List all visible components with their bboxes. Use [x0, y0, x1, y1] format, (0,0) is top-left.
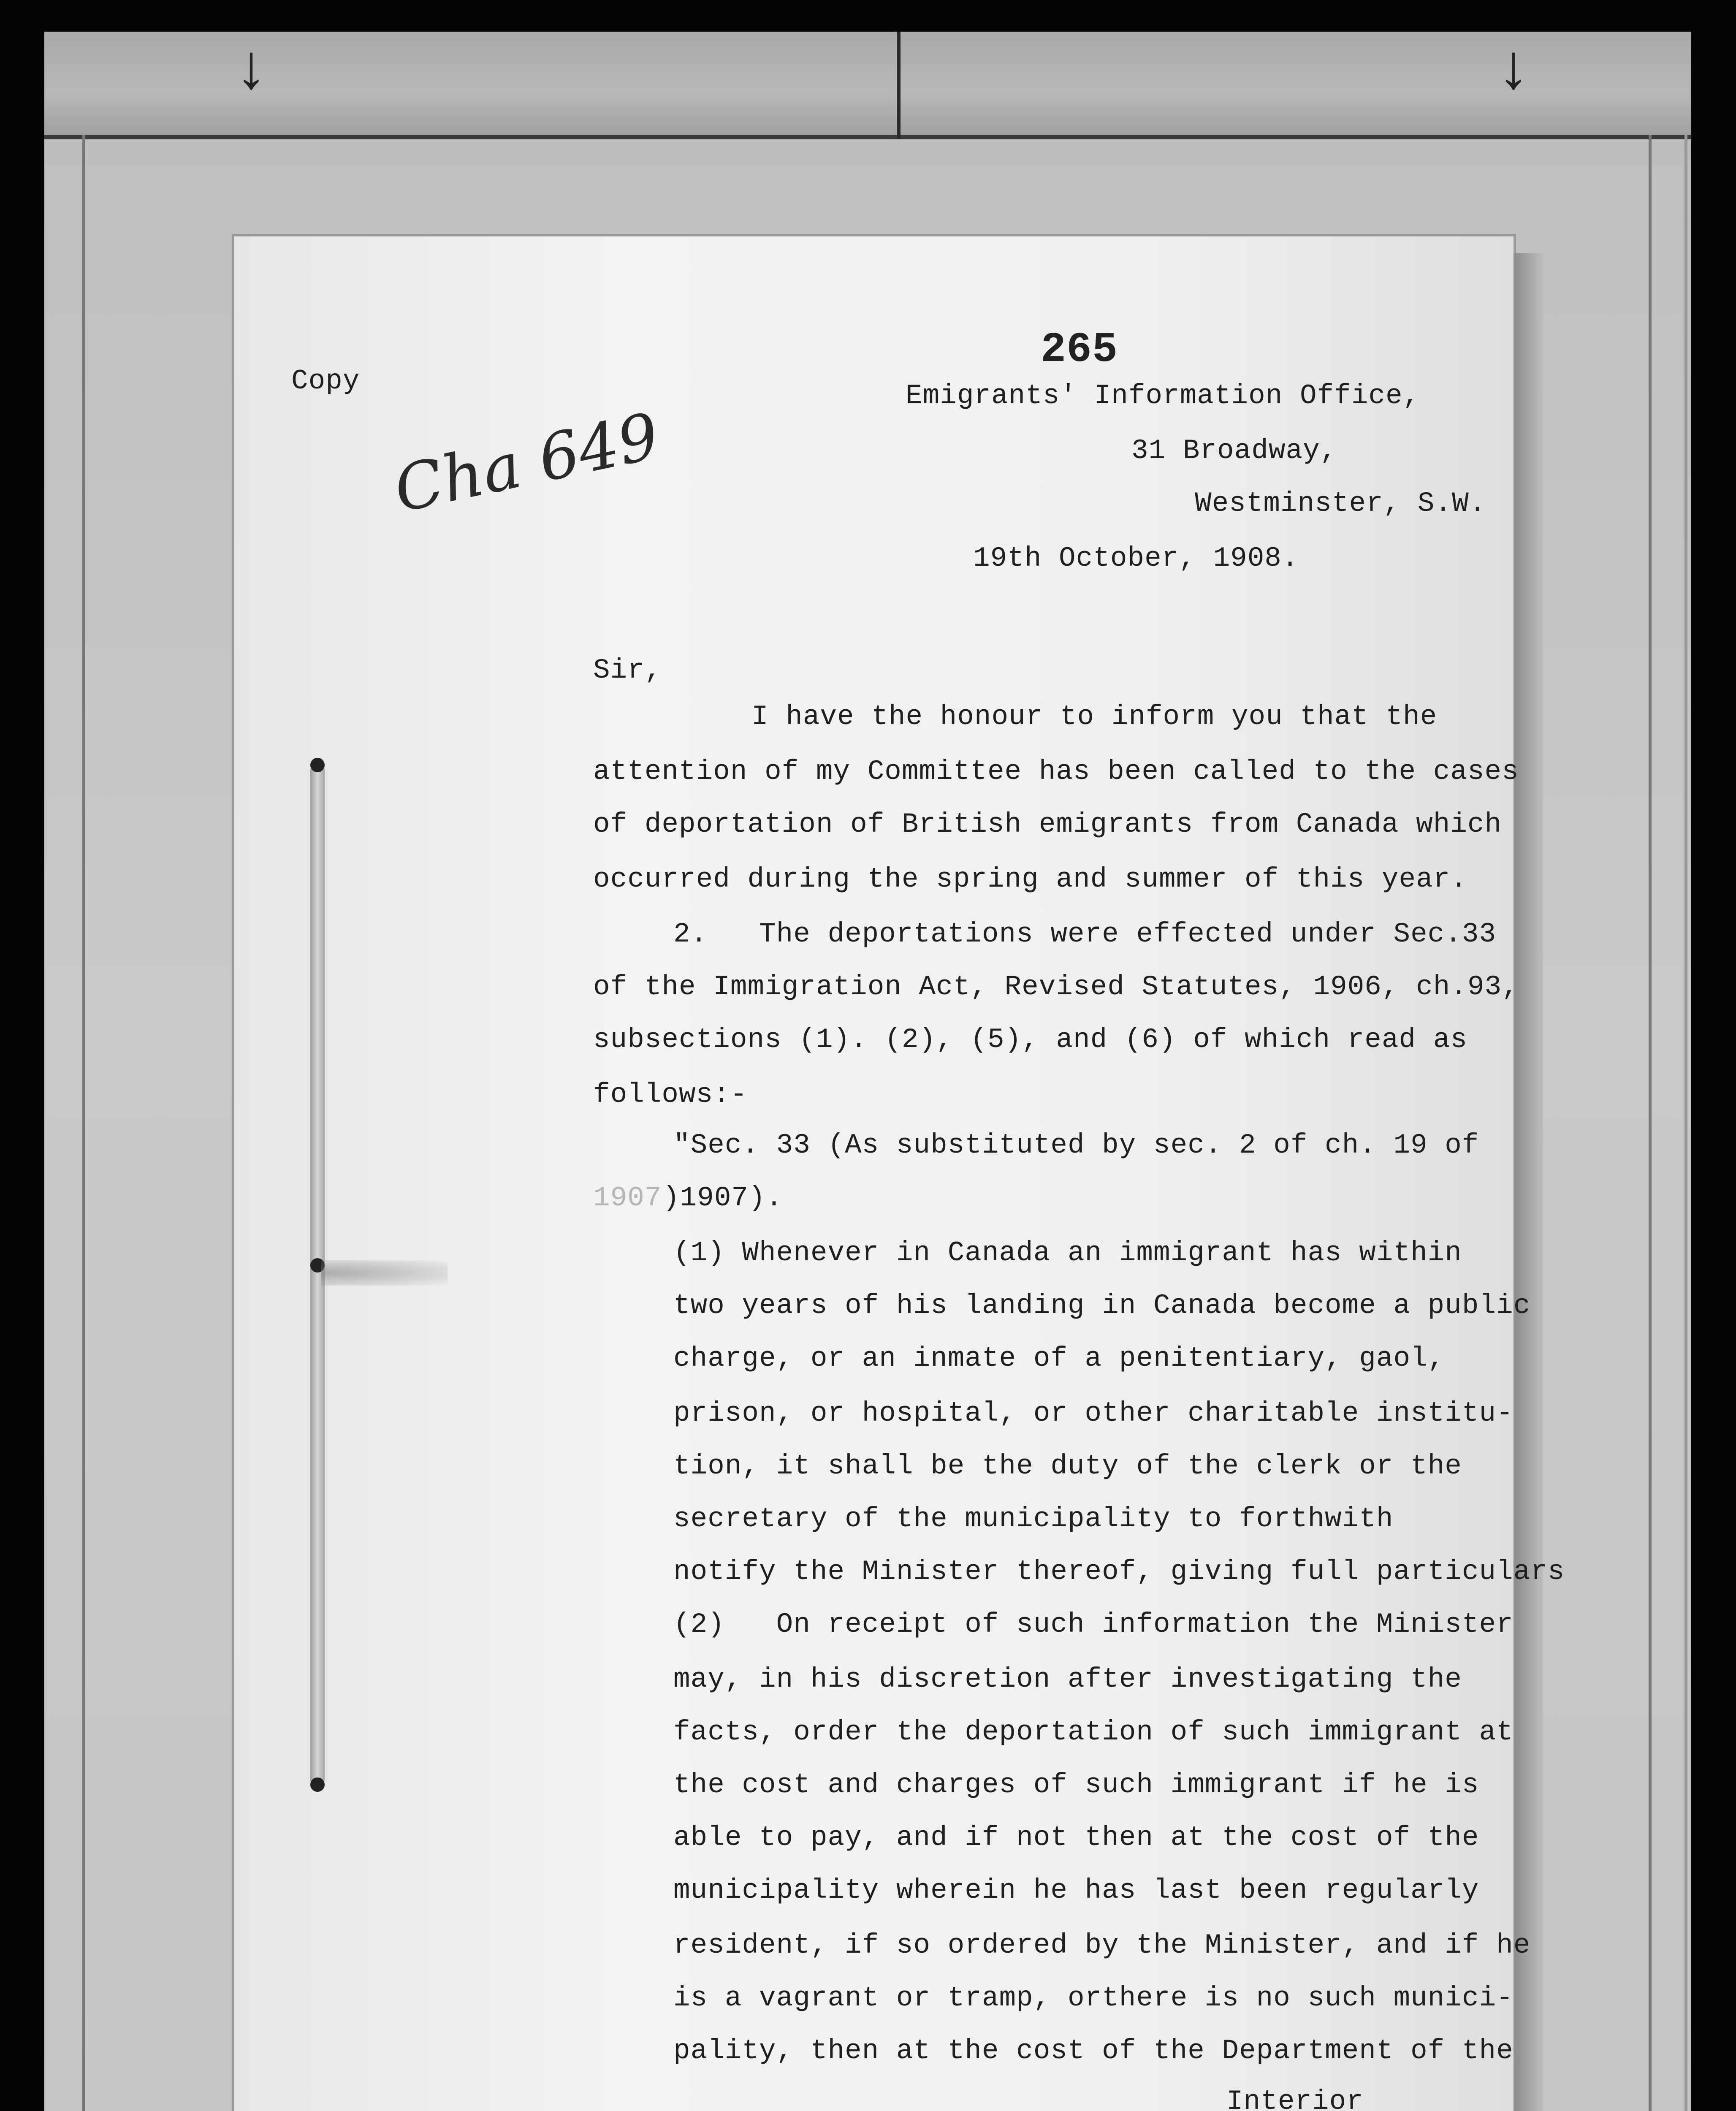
- quote-line: may, in his discretion after investigating the: [673, 1663, 1462, 1695]
- quote-line: facts, order the deportation of such immigrant at: [673, 1716, 1514, 1748]
- strip-divider: [897, 32, 901, 139]
- binder-rivet: [310, 1777, 325, 1792]
- letterhead-district: Westminster, S.W.: [1195, 488, 1486, 519]
- body-line: attention of my Committee has been called to the cases: [593, 756, 1519, 787]
- quote-heading: "Sec. 33 (As substituted by sec. 2 of ch. 19 of: [673, 1129, 1479, 1161]
- quote-line: (2) On receipt of such information the Minister: [673, 1609, 1514, 1640]
- quote-line: notify the Minister thereof, giving full particulars: [673, 1556, 1565, 1587]
- handwritten-reference: Cha 649: [388, 399, 665, 527]
- body-line: occurred during the spring and summer of this year.: [593, 863, 1467, 895]
- down-arrow-icon: ↓: [1495, 36, 1533, 108]
- page-number: 265: [1041, 326, 1118, 374]
- catchword: Interior: [1226, 2086, 1364, 2111]
- quote-line: prison, or hospital, or other charitable institu-: [673, 1397, 1514, 1429]
- quote-line: two years of his landing in Canada become a public: [673, 1290, 1531, 1321]
- body-line: of deportation of British emigrants from Canada which: [593, 809, 1502, 840]
- letter-date: 19th October, 1908.: [973, 543, 1299, 574]
- body-line: follows:-: [593, 1079, 748, 1110]
- quote-line: pality, then at the cost of the Department of the: [673, 2035, 1514, 2067]
- quote-heading-year: )1907).: [663, 1182, 783, 1214]
- salutation: Sir,: [593, 654, 662, 686]
- film-top-strip: [44, 32, 1691, 139]
- quote-line: charge, or an inmate of a penitentiary, gaol,: [673, 1343, 1445, 1374]
- quote-line: secretary of the municipality to forthwith: [673, 1503, 1394, 1535]
- body-line: of the Immigration Act, Revised Statutes, 1906, ch.93,: [593, 971, 1519, 1003]
- quote-line: the cost and charges of such immigrant if he is: [673, 1769, 1479, 1801]
- quote-heading-ghost: 1907: [593, 1182, 662, 1214]
- quote-line: able to pay, and if not then at the cost of the: [673, 1822, 1479, 1853]
- quote-line: (1) Whenever in Canada an immigrant has within: [673, 1237, 1462, 1269]
- page-shadow: [1514, 253, 1543, 2111]
- frame-rule: [82, 135, 85, 2111]
- quote-line: is a vagrant or tramp, orthere is no such munici-: [673, 1982, 1514, 2014]
- letterhead-street: 31 Broadway,: [1131, 435, 1337, 467]
- quote-line: resident, if so ordered by the Minister, and if he: [673, 1929, 1531, 1961]
- down-arrow-icon: ↓: [232, 36, 271, 108]
- body-line: subsections (1). (2), (5), and (6) of which read as: [593, 1024, 1467, 1056]
- body-line: I have the honour to inform you that the: [751, 701, 1438, 733]
- quote-line: tion, it shall be the duty of the clerk or the: [673, 1450, 1462, 1482]
- quote-line: municipality wherein he has last been regularly: [673, 1875, 1479, 1906]
- frame-rule: [1684, 135, 1687, 2111]
- letterhead-office: Emigrants' Information Office,: [906, 380, 1420, 412]
- body-line: 2. The deportations were effected under Sec.33: [673, 918, 1497, 950]
- frame-rule: [1649, 135, 1652, 2111]
- binder-rivet: [310, 758, 325, 772]
- copy-label: Copy: [291, 365, 360, 397]
- ink-smudge: [321, 1260, 448, 1286]
